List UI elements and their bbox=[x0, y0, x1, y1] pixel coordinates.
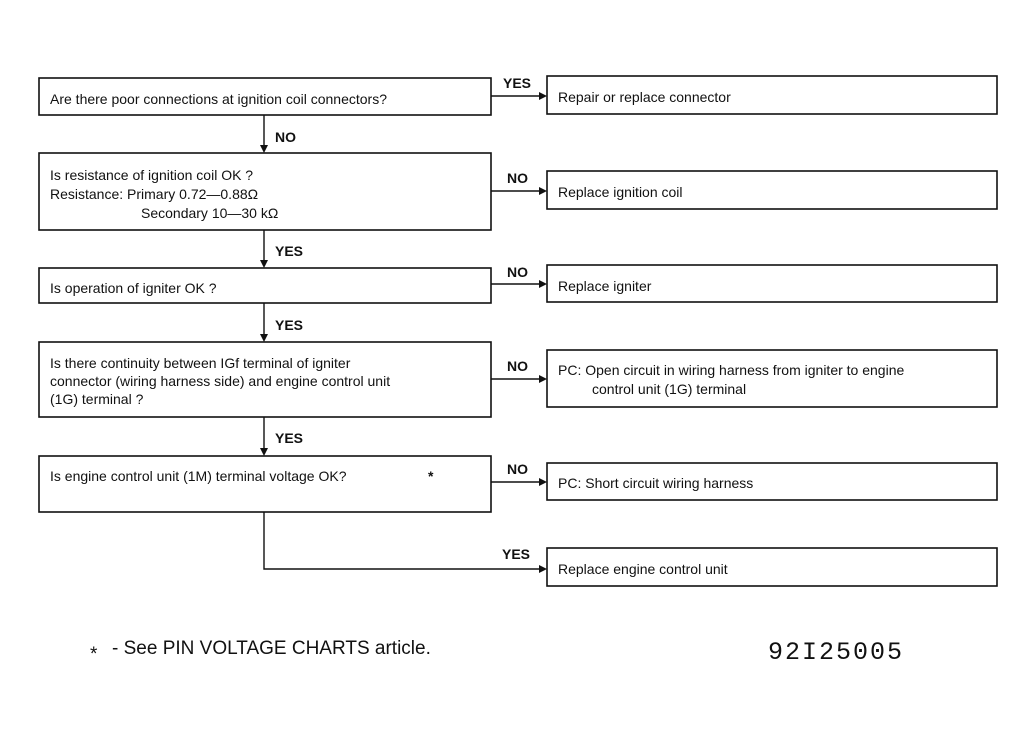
action-text: Replace ignition coil bbox=[558, 184, 683, 200]
action-text: PC: Short circuit wiring harness bbox=[558, 475, 754, 491]
footnote-marker: * bbox=[90, 644, 98, 665]
question-box-igniter-operation bbox=[39, 268, 491, 303]
action-box-replace-coil bbox=[547, 171, 997, 209]
branch-label-yes: YES bbox=[275, 243, 304, 259]
action-box-repair-connector bbox=[547, 76, 997, 114]
action-text: Repair or replace connector bbox=[558, 89, 731, 105]
connector-q2-to-q3 bbox=[260, 230, 268, 268]
action-text: Replace igniter bbox=[558, 278, 652, 294]
connector-q4-to-q5 bbox=[260, 417, 268, 456]
action-text-line-2: control unit (1G) terminal bbox=[592, 381, 747, 397]
connector-q4-to-a4 bbox=[491, 375, 547, 383]
question-box-igf-continuity bbox=[39, 342, 491, 417]
branch-label-no: NO bbox=[275, 129, 296, 145]
question-text-line-2: connector (wiring harness side) and engine control unit bbox=[50, 373, 391, 389]
footnote-marker: * bbox=[428, 468, 434, 484]
question-text-line-1: Is there continuity between IGf terminal of igniter bbox=[50, 355, 351, 371]
branch-label-no: NO bbox=[507, 358, 528, 374]
footnote bbox=[90, 638, 431, 665]
branch-label-no: NO bbox=[507, 264, 528, 280]
question-text-line-3: (1G) terminal ? bbox=[50, 391, 144, 407]
action-box-replace-igniter bbox=[547, 265, 997, 302]
connector-q2-to-a2 bbox=[491, 187, 547, 195]
action-text: Replace engine control unit bbox=[558, 561, 728, 577]
branch-label-yes: YES bbox=[275, 430, 304, 446]
action-text-line-1: PC: Open circuit in wiring harness from igniter to engine bbox=[558, 362, 905, 378]
connector-q5-to-a6 bbox=[264, 512, 547, 573]
question-box-poor-connections bbox=[39, 78, 491, 115]
connector-q3-to-q4 bbox=[260, 303, 268, 342]
question-text-line-2: Resistance: Primary 0.72—0.88Ω bbox=[50, 186, 259, 202]
connector-q1-to-a1 bbox=[491, 92, 547, 100]
question-text: Is operation of igniter OK ? bbox=[50, 280, 217, 296]
question-text-line-1: Is resistance of ignition coil OK ? bbox=[50, 167, 254, 183]
question-text: Are there poor connections at ignition coil connectors? bbox=[50, 91, 387, 107]
connector-q1-to-q2 bbox=[260, 115, 268, 153]
action-box-open-circuit bbox=[547, 350, 997, 407]
question-text: Is engine control unit (1M) terminal voltage OK? bbox=[50, 468, 347, 484]
question-box-coil-resistance bbox=[39, 153, 491, 230]
question-box-ecu-voltage bbox=[39, 456, 491, 512]
branch-label-yes: YES bbox=[503, 75, 532, 91]
footnote-text: - See PIN VOLTAGE CHARTS article. bbox=[112, 638, 431, 659]
connector-q3-to-a3 bbox=[491, 280, 547, 288]
branch-label-yes: YES bbox=[275, 317, 304, 333]
branch-label-no: NO bbox=[507, 461, 528, 477]
branch-label-no: NO bbox=[507, 170, 528, 186]
connector-q5-to-a5 bbox=[491, 478, 547, 486]
question-text-line-3: Secondary 10—30 kΩ bbox=[141, 205, 279, 221]
action-box-replace-ecu bbox=[547, 548, 997, 586]
branch-label-yes: YES bbox=[502, 546, 531, 562]
action-box-short-circuit bbox=[547, 463, 997, 500]
figure-id: 92I25005 bbox=[768, 638, 905, 667]
